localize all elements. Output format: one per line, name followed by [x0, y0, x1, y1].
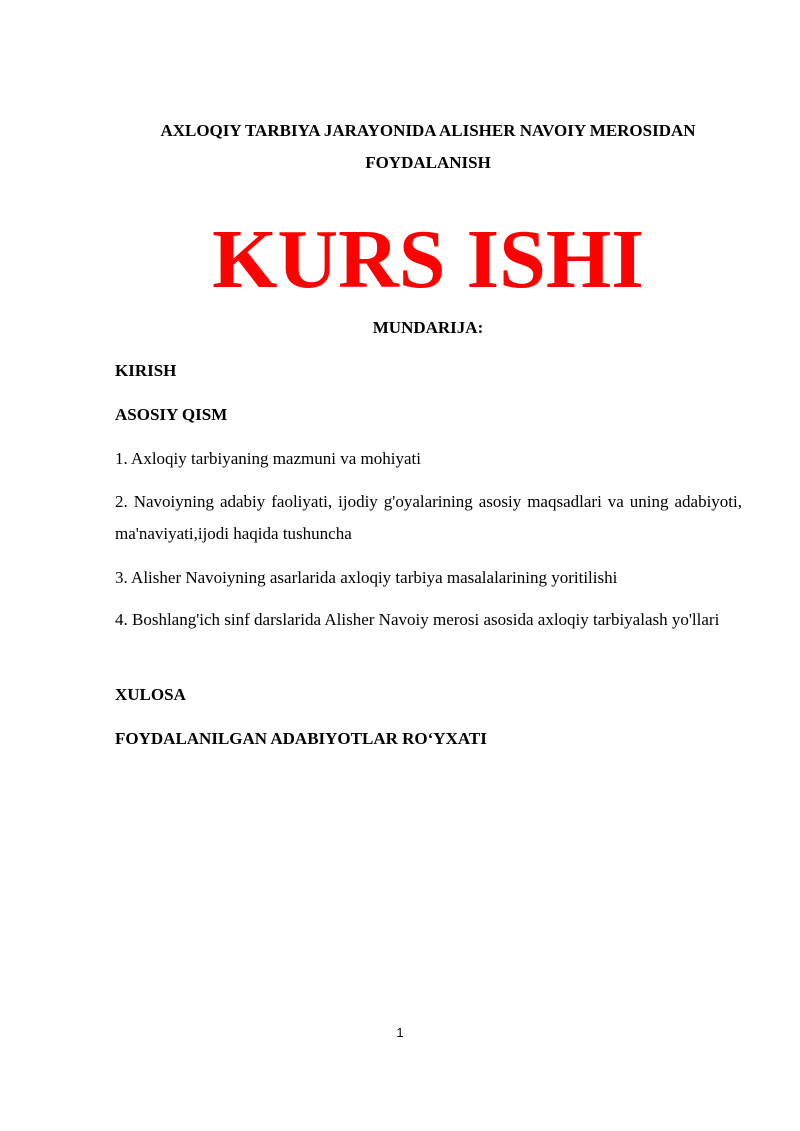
- document-title-line1: AXLOQIY TARBIYA JARAYONIDA ALISHER NAVOIY MEROSIDAN: [160, 121, 696, 140]
- toc-item-asosiy-qism: ASOSIY QISM: [115, 405, 228, 424]
- kurs-ishi-heading: KURS ISHI: [212, 213, 644, 306]
- toc-item-kirish: KIRISH: [115, 361, 177, 380]
- toc-item-adabiyotlar: FOYDALANILGAN ADABIYOTLAR RO‘YXATI: [115, 729, 487, 748]
- toc-title: MUNDARIJA:: [372, 318, 484, 337]
- toc-item-2: 2. Navoiyning adabiy faoliyati, ijodiy g'oyalarining asosiy maqsadlari va uning adabiyoti, ma'naviyati,ijodi haqida tushuncha: [115, 492, 742, 543]
- toc-item-xulosa: XULOSA: [115, 685, 186, 704]
- page-number: 1: [396, 1025, 404, 1040]
- toc-item-1: 1. Axloqiy tarbiyaning mazmuni va mohiyati: [115, 449, 421, 468]
- toc-item-4: 4. Boshlang'ich sinf darslarida Alisher Navoiy merosi asosida axloqiy tarbiyalash yo'llari: [115, 610, 720, 629]
- toc-item-3: 3. Alisher Navoiyning asarlarida axloqiy tarbiya masalalarining yoritilishi: [115, 568, 618, 587]
- document-title-line2: FOYDALANISH: [365, 153, 491, 172]
